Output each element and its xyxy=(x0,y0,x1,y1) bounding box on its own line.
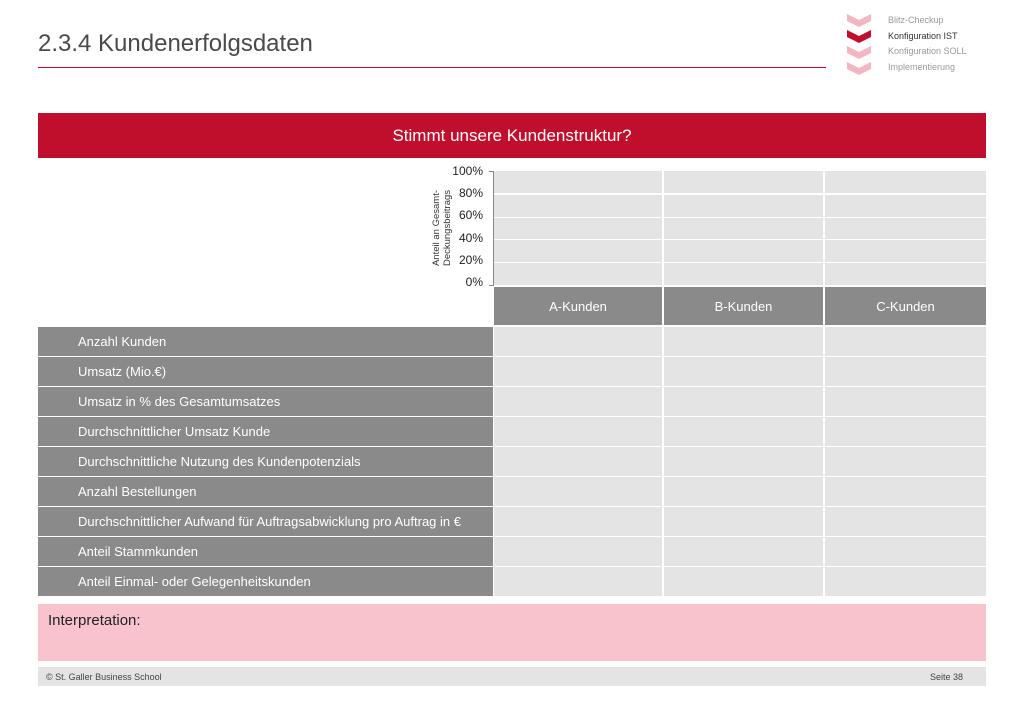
table-cell[interactable] xyxy=(664,387,823,416)
chart-bar-slot xyxy=(825,171,986,193)
table-cell[interactable] xyxy=(825,357,986,386)
chart-bar-slot xyxy=(664,171,823,193)
progress-chevron-icons xyxy=(846,12,872,76)
column-header-a-kunden: A-Kunden xyxy=(494,287,662,325)
y-tick-label: 100% xyxy=(452,164,483,178)
table-cell[interactable] xyxy=(664,537,823,566)
row-label: Anteil Einmal- oder Gelegenheitskunden xyxy=(38,567,493,596)
table-cell[interactable] xyxy=(494,567,662,596)
y-axis-title-line-2: Deckungsbeitrags xyxy=(442,189,453,267)
nav-step-konfiguration-ist[interactable]: Konfiguration IST xyxy=(888,30,958,41)
chevron-step-2-icon xyxy=(847,30,871,43)
table-cell[interactable] xyxy=(825,327,986,356)
table-cell[interactable] xyxy=(664,357,823,386)
question-banner: Stimmt unsere Kundenstruktur? xyxy=(38,113,986,158)
row-label: Anteil Stammkunden xyxy=(38,537,493,566)
chart-bar-slot xyxy=(494,263,662,285)
y-tick-label: 80% xyxy=(458,186,483,201)
chart-plot-area xyxy=(494,171,986,286)
table-cell[interactable] xyxy=(664,447,823,476)
row-label: Anzahl Bestellungen xyxy=(38,477,493,506)
chart-bar-slot xyxy=(825,195,986,217)
table-cell[interactable] xyxy=(494,537,662,566)
interpretation-label: Interpretation: xyxy=(48,612,141,629)
nav-step-blitz-checkup[interactable]: Blitz-Checkup xyxy=(888,15,944,25)
table-cell[interactable] xyxy=(494,507,662,536)
interpretation-box[interactable] xyxy=(38,604,986,661)
y-tick-label: 20% xyxy=(458,252,483,267)
table-cell[interactable] xyxy=(825,447,986,476)
table-cell[interactable] xyxy=(664,477,823,506)
chart-bar-slot xyxy=(825,240,986,262)
page-title: 2.3.4 Kundenerfolgsdaten xyxy=(38,30,313,57)
row-label: Durchschnittlicher Umsatz Kunde xyxy=(38,417,493,446)
y-tick-label: 40% xyxy=(458,230,483,245)
nav-step-implementierung[interactable]: Implementierung xyxy=(888,61,956,72)
process-steps xyxy=(888,13,967,75)
table-cell[interactable] xyxy=(825,477,986,506)
chart-bar-slot xyxy=(664,263,823,285)
row-label: Durchschnittlicher Aufwand für Auftragsabwicklung pro Auftrag in € xyxy=(38,507,493,536)
chart-bar-slot xyxy=(494,195,662,217)
column-header-c-kunden: C-Kunden xyxy=(825,287,986,325)
row-label: Umsatz (Mio.€) xyxy=(38,357,493,386)
table-cell[interactable] xyxy=(664,507,823,536)
table-cell[interactable] xyxy=(494,357,662,386)
table-cell[interactable] xyxy=(664,567,823,596)
row-label: Anzahl Kunden xyxy=(38,327,493,356)
table-cell[interactable] xyxy=(664,327,823,356)
table-cell[interactable] xyxy=(494,387,662,416)
y-tick-label: 60% xyxy=(458,208,483,223)
table-cell[interactable] xyxy=(494,417,662,446)
row-label: Durchschnittliche Nutzung des Kundenpotenzials xyxy=(38,447,493,476)
table-cell[interactable] xyxy=(825,567,986,596)
table-cell[interactable] xyxy=(494,327,662,356)
y-axis-title-line-1: Anteil an Gesamt- xyxy=(431,189,442,267)
table-cell[interactable] xyxy=(825,387,986,416)
chart-bar-slot xyxy=(825,263,986,285)
title-divider xyxy=(38,67,826,68)
row-label: Umsatz in % des Gesamtumsatzes xyxy=(38,387,493,416)
footer xyxy=(38,667,986,686)
footer-copyright: © St. Galler Business School xyxy=(46,671,162,682)
table-cell[interactable] xyxy=(664,417,823,446)
chart-bar-slot xyxy=(494,218,662,240)
table-cell[interactable] xyxy=(494,477,662,506)
chart-bar-slot xyxy=(664,240,823,262)
chevron-step-4-icon xyxy=(847,62,871,75)
column-header-b-kunden: B-Kunden xyxy=(664,287,823,325)
table-cell[interactable] xyxy=(825,537,986,566)
chart-bar-slot xyxy=(664,195,823,217)
nav-step-konfiguration-soll[interactable]: Konfiguration SOLL xyxy=(888,46,967,56)
table-cell[interactable] xyxy=(494,447,662,476)
table-cell[interactable] xyxy=(825,507,986,536)
chart-bar-slot xyxy=(825,218,986,240)
page-number: Seite 38 xyxy=(929,671,963,682)
chart-bar-slot xyxy=(494,240,662,262)
chart-bar-slot xyxy=(664,218,823,240)
chevron-step-3-icon xyxy=(847,46,871,59)
y-tick-label: 0% xyxy=(465,275,483,289)
chart-bar-slot xyxy=(494,171,662,193)
table-cell[interactable] xyxy=(825,417,986,446)
chevron-step-1-icon xyxy=(847,14,871,27)
